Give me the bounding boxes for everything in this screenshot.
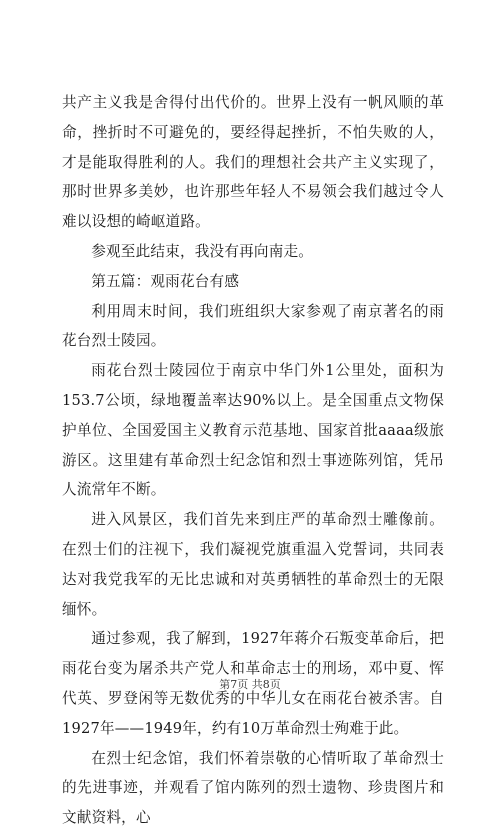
paragraph: 在烈士纪念馆，我们怀着崇敬的心情听取了革命烈士的先进事迹，并观看了馆内陈列的烈士遗物、珍贵图片和文献资料，心 <box>62 749 444 827</box>
paragraph: 参观至此结束，我没有再向南走。 <box>91 242 314 260</box>
body-text <box>62 88 444 833</box>
paragraph: 雨花台烈士陵园位于南京中华门外1公里处，面积为153.7公顷，绿地覆盖率达90%以上。是全国重点文物保护单位、全国爱国主义教育示范基地、国家首批aaaa级旅游区。这里建有革命烈士纪念馆和烈士事迹陈列馆，凭吊人流常年不断。 <box>62 362 444 499</box>
page-footer: 第7页 共8页 <box>219 678 281 691</box>
paragraph: 共产主义我是舍得付出代价的。世界上没有一帆风顺的革命，挫折时不可避免的，要经得起挫折，不怕失败的人，才是能取得胜利的人。我们的理想社会共产主义实现了，那时世界多美妙，也许那些年轻人不易领会我们越过令人难以设想的崎岖道路。 <box>62 94 444 231</box>
paragraph: 通过参观，我了解到，1927年蒋介石叛变革命后，把雨花台变为屠杀共产党人和革命志士的刑场，邓中夏、恽代英、罗登闲等无数优秀的中华儿女在雨花台被杀害。自1927年——1949年，约有10万革命烈士殉难于此。 <box>62 630 444 737</box>
section-heading: 第五篇：观雨花台有感 <box>91 272 240 290</box>
paragraph: 利用周末时间，我们班组织大家参观了南京著名的雨花台烈士陵园。 <box>62 302 444 350</box>
paragraph: 进入风景区，我们首先来到庄严的革命烈士雕像前。在烈士们的注视下，我们凝视党旗重温入党誓词，共同表达对我党我军的无比忠诚和对英勇牺牲的革命烈士的无限缅怀。 <box>62 511 444 618</box>
